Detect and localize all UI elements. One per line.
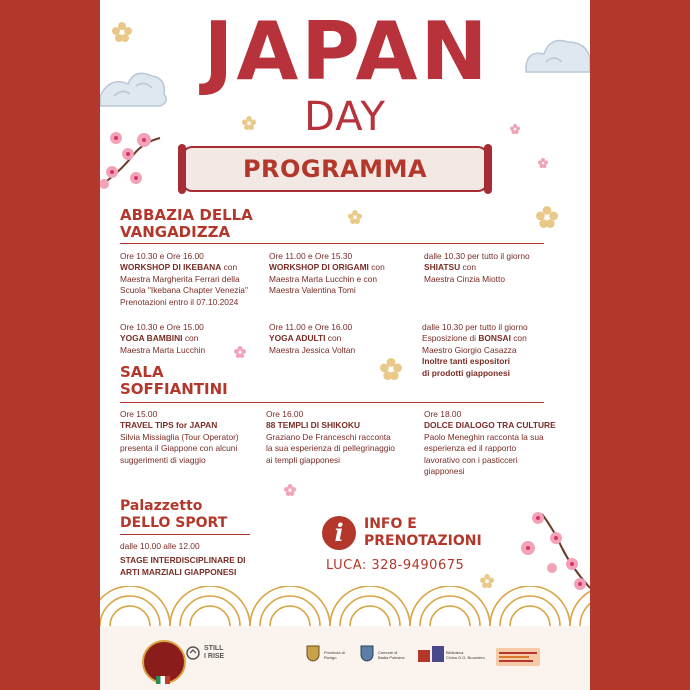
event-line: Maestra Marta Lucchin	[120, 344, 206, 355]
logo-text-line: Provincia di	[324, 650, 345, 655]
pink-flower-icon	[284, 484, 296, 496]
event-time: Ore 15.00	[120, 409, 158, 419]
event-line: lavorativo con i pasticceri	[424, 454, 518, 465]
event-connector: con	[221, 262, 238, 273]
logo-text-line: Biblioteca	[446, 650, 464, 655]
section-title-line: DELLO SPORT	[120, 515, 228, 531]
section-title-line: ABBAZIA DELLA	[120, 206, 253, 224]
event-line: Silvia Missiaglia (Tour Operator)	[120, 431, 239, 442]
logo-text-line: Rovigo	[324, 655, 337, 660]
logo-text-line: I RISE	[204, 653, 225, 660]
event-line: Maestra Valentina Tomi	[269, 285, 356, 296]
event-heading: STAGE INTERDISCIPLINARE DI	[120, 555, 246, 566]
event-connector: con	[325, 333, 342, 344]
event-connector: con	[460, 262, 476, 273]
biblioteca-logo-icon	[418, 646, 444, 662]
provincia-crest-icon	[306, 644, 320, 662]
section-title-line: Palazzetto	[120, 498, 203, 514]
sistema-bibliotecario-logo-icon	[496, 648, 540, 666]
event-stage-arti-marziali	[120, 541, 270, 578]
title: JAPAN	[203, 5, 491, 98]
poster	[100, 0, 590, 690]
event-yoga-adulti	[269, 322, 419, 356]
gold-flower-icon	[380, 358, 402, 380]
event-line: Paolo Meneghin racconta la sua	[424, 431, 544, 442]
event-line: esperienza ed il rapporto	[424, 443, 517, 454]
cherry-blossom-branch-left	[100, 128, 168, 198]
event-line: Maestra Margherita Ferrari della	[120, 273, 240, 284]
subtitle: DAY	[304, 94, 386, 140]
event-templi-shikoku	[266, 409, 422, 466]
gold-flower-icon	[112, 22, 132, 42]
gold-flower-icon	[242, 116, 256, 130]
event-line: Maestro Giorgio Casazza	[422, 344, 517, 355]
pink-flower-icon	[538, 158, 548, 168]
event-heading: YOGA ADULTI	[269, 333, 326, 344]
gold-flower-icon	[348, 210, 362, 224]
comune-logo-text	[378, 650, 405, 660]
event-line: Scuola "Ikebana Chapter Venezia"	[120, 285, 248, 296]
event-line: Maestra Jessica Voltan	[269, 344, 356, 355]
event-connector: con	[510, 333, 527, 344]
event-time: dalle 10.00 alle 12.00	[120, 541, 200, 551]
event-line: Prenotazioni entro il 07.10.2024	[120, 296, 239, 307]
event-line: la sua esperienza di pellegrinaggio	[266, 443, 395, 454]
section-title-line: VANGADIZZA	[120, 223, 231, 241]
event-bold-line: Inoltre tanti espositori	[422, 356, 510, 367]
event-heading: SHIATSU	[424, 262, 461, 273]
event-time: Ore 10.30 e Ore 15.00	[120, 322, 204, 332]
section-title-line: SALA	[120, 363, 164, 381]
event-connector: con	[368, 262, 385, 273]
event-dolce-dialogo	[424, 409, 584, 477]
event-bold-line: di prodotti giapponesi	[422, 367, 510, 378]
gold-flower-icon	[536, 206, 558, 228]
event-time: Ore 11.00 e Ore 16.00	[269, 322, 353, 332]
event-shiatsu	[424, 251, 574, 285]
still-i-rise-logo	[204, 645, 224, 661]
info-title	[364, 516, 482, 550]
contact-phone: LUCA: 328-9490675	[326, 558, 465, 573]
provincia-logo-text	[324, 650, 345, 660]
section-title-abbazia	[120, 207, 253, 241]
event-line: presenta il Giappone con alcuni	[120, 443, 238, 454]
divider	[120, 243, 544, 244]
event-ikebana	[120, 251, 268, 308]
still-i-rise-logo-icon	[186, 646, 200, 660]
event-line: suggerimenti di viaggio	[120, 454, 206, 465]
event-heading: WORKSHOP DI ORIGAMI	[269, 262, 369, 273]
pink-flower-icon	[510, 124, 520, 134]
event-line: Maestra Cinzia Miotto	[424, 273, 505, 284]
event-bonsai	[422, 322, 582, 379]
info-title-line: PRENOTAZIONI	[364, 533, 482, 549]
event-heading: ARTI MARZIALI GIAPPONESI	[120, 566, 237, 577]
info-title-line: INFO E	[364, 516, 417, 532]
wave-pattern-decoration	[100, 586, 590, 626]
event-line: giapponesi	[424, 466, 465, 477]
event-line: ai templi giapponesi	[266, 454, 341, 465]
section-title-palazzetto	[120, 498, 227, 532]
event-heading: 88 TEMPLI DI SHIKOKU	[266, 420, 360, 431]
event-heading: YOGA BAMBINI	[120, 333, 183, 344]
event-prefix: Esposizione di	[422, 333, 479, 344]
divider	[120, 402, 544, 403]
event-time: Ore 11.00 e Ore 15.30	[269, 251, 353, 261]
event-time: dalle 10.30 per tutto il giorno	[422, 322, 528, 332]
event-time: Ore 18.00	[424, 409, 462, 419]
logo-text-line: Comune di	[378, 650, 398, 655]
event-time: Ore 16.00	[266, 409, 304, 419]
section-title-sala	[120, 364, 228, 398]
biblioteca-logo-text	[446, 650, 485, 660]
event-heading: WORKSHOP DI IKEBANA	[120, 262, 222, 273]
event-origami	[269, 251, 419, 297]
italy-flag-icon	[156, 676, 170, 684]
event-heading: TRAVEL TIPS for JAPAN	[120, 420, 218, 431]
cherry-blossom-branch-right	[516, 508, 590, 598]
info-icon: i	[322, 516, 356, 550]
event-heading: BONSAI	[478, 333, 511, 344]
logo-text-line: STILL	[204, 645, 224, 652]
event-line: Graziano De Franceschi racconta	[266, 431, 391, 442]
event-time: dalle 10.30 per tutto il giorno	[424, 251, 530, 261]
event-line: Maestra Marta Lucchin e con	[269, 273, 377, 284]
logo-text-line: Civica G.G. Bronziero	[446, 655, 485, 660]
logo-text-line: Badia Polesine	[378, 655, 405, 660]
program-banner	[182, 146, 488, 192]
event-connector: con	[182, 333, 199, 344]
comune-crest-icon	[360, 644, 374, 662]
event-time: Ore 10.30 e Ore 16.00	[120, 251, 204, 261]
program-label: PROGRAMMA	[242, 155, 428, 183]
event-yoga-bambini	[120, 322, 268, 356]
event-travel-tips	[120, 409, 268, 466]
section-title-line: SOFFIANTINI	[120, 380, 228, 398]
divider	[120, 534, 250, 535]
event-heading: DOLCE DIALOGO TRA CULTURE	[424, 420, 556, 431]
